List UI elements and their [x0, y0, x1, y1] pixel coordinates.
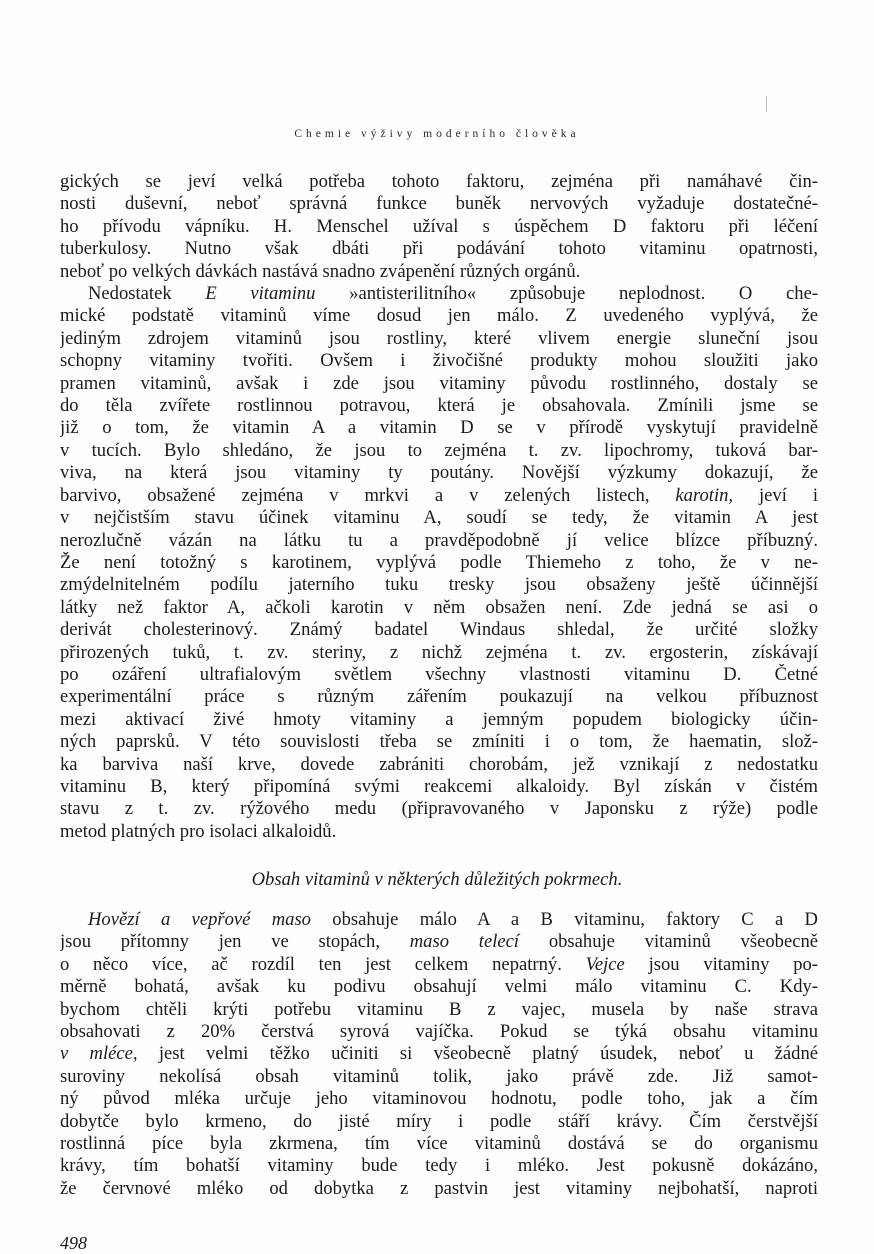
body-text-upper [60, 171, 818, 843]
text-line: krávy, tím bohatší vitaminy bude tedy i mléko. Jest pokusně dokázáno, [60, 1155, 818, 1177]
emphasis-e-vitamin: E vitaminu [205, 283, 316, 305]
text-line [60, 909, 818, 931]
text-line: v tucích. Bylo shledáno, že jsou to zejména t. zv. lipochromy, tuková bar- [60, 439, 818, 461]
text-line: Že není totožný s karotinem, vyplývá podle Thiemeho z toho, že v ne- [60, 551, 818, 573]
text-span: jsou vitaminy po- [624, 953, 818, 975]
text-span: »antisterilitního« způsobuje neplodnost. O che- [315, 283, 818, 305]
body-text-lower [60, 909, 818, 1200]
text-line: ho přívodu vápníku. H. Menschel užíval s úspěchem D faktoru při léčení [60, 215, 818, 237]
text-line: schopny vitaminy tvořiti. Ovšem i živočišné produkty mohou sloužiti jako [60, 350, 818, 372]
text-line: experimentální práce s různým zářením poukazují na velkou příbuznost [60, 686, 818, 708]
text-line: již o tom, že vitamin A a vitamin D se v přírodě vyskytují pravidelně [60, 417, 818, 439]
text-line: nerozlučně vázán na látku tu a pravděpodobně jí velice blízce příbuzný. [60, 529, 818, 551]
text-line: mezi aktivací živé hmoty vitaminy a jemným popudem biologicky účin- [60, 708, 818, 730]
text-line: mické podstatě vitaminů víme dosud jen málo. Z uvedeného vyplývá, že [60, 305, 818, 327]
text-line [60, 954, 818, 976]
text-span: obsahuje vitaminů všeobecně [519, 931, 818, 953]
text-line [60, 1043, 818, 1065]
text-line: dobytče bylo krmeno, do jisté míry i podle stáří krávy. Čím čerstvější [60, 1110, 818, 1132]
text-line: suroviny nekolísá obsah vitaminů tolik, jako právě zde. Již samot- [60, 1065, 818, 1087]
text-span: jeví i [733, 484, 818, 506]
text-line: viva, na která jsou vitaminy ty poutány. Novější výzkumy dokazují, že [60, 462, 818, 484]
text-line [60, 931, 818, 953]
emphasis-vejce: Vejce [585, 953, 625, 975]
page-number: 498 [60, 1233, 87, 1253]
text-line: měrně bohatá, avšak ku podivu obsahují velmi málo vitaminu C. Kdy- [60, 976, 818, 998]
emphasis-maso-teleci: maso telecí [409, 931, 520, 953]
text-span: Nedostatek [88, 283, 206, 305]
emphasis-karotin: karotin, [675, 484, 734, 506]
text-line: že červnové mléko od dobytka z pastvin jest vitaminy nejbohatší, naproti [60, 1177, 818, 1199]
text-line: do těla zvířete rostlinnou potravou, která je obsahovala. Zmínili jsme se [60, 395, 818, 417]
margin-mark [766, 96, 767, 112]
text-line: nosti duševní, neboť správná funkce buněk nervových vyžaduje dostatečné- [60, 193, 818, 215]
text-span: jest velmi těžko učiniti si všeobecně platný úsudek, neboť u žádné [137, 1043, 818, 1065]
text-line: metod platných pro isolaci alkaloidů. [60, 820, 337, 842]
text-line: rostlinná píce byla zkrmena, tím více vitaminů dostává se do organismu [60, 1133, 818, 1155]
section-heading: Obsah vitaminů v některých důležitých pokrmech. [251, 869, 623, 890]
text-line: stavu z t. zv. rýžového medu (připravovaného v Japonsku z rýže) podle [60, 798, 818, 820]
text-line: gických se jeví velká potřeba tohoto faktoru, zejména při namáhavé čin- [60, 171, 818, 192]
text-line: derivát cholesterinový. Známý badatel Windaus shledal, že určité složky [60, 619, 818, 641]
text-span: o něco více, ač rozdíl ten jest celkem nepatrný. [60, 953, 586, 975]
text-line: ka barviva naší krve, dovede zabrániti chorobám, jež vznikají z nedostatku [60, 753, 818, 775]
text-line: bychom chtěli krýti potřebu vitaminu B z vajec, musela by naše strava [60, 998, 818, 1020]
emphasis-v-mlece: v mléce, [60, 1043, 138, 1065]
text-span: obsahuje málo A a B vitaminu, faktory C a D [310, 909, 818, 930]
text-line: ných paprsků. V této souvislosti třeba se zmíniti i o tom, že haematin, slož- [60, 731, 818, 753]
emphasis-maso: Hovězí a vepřové maso [88, 909, 311, 930]
text-line [60, 485, 818, 507]
text-span: jsou přítomny jen ve stopách, [60, 931, 410, 953]
text-line [60, 283, 818, 305]
text-line: přirozených tuků, t. zv. steriny, z nichž zejména t. zv. ergosterin, získávají [60, 641, 818, 663]
text-line: po ozáření ultrafialovým světlem všechny vlastnosti vitaminu D. Četné [60, 663, 818, 685]
text-line: ný původ mléka určuje jeho vitaminovou hodnotu, podle toho, jak a čím [60, 1088, 818, 1110]
text-line: pramen vitaminů, avšak i zde jsou vitaminy původu rostlinného, dostaly se [60, 372, 818, 394]
text-line: zmýdelnitelném podílu jaterního tuku tresky jsou obsaženy ještě účinnější [60, 574, 818, 596]
text-line: v nejčistším stavu účinek vitaminu A, soudí se tedy, že vitamin A jest [60, 507, 818, 529]
text-line: vitaminu B, který připomíná svými reakcemi alkaloidy. Byl získán v čistém [60, 775, 818, 797]
text-span: barvivo, obsažené zejména v mrkvi a v zelených listech, [60, 484, 676, 506]
text-line: neboť po velkých dávkách nastává snadno zvápenění různých orgánů. [60, 260, 581, 282]
text-line: obsahovati z 20% čerstvá syrová vajíčka. Pokud se týká obsahu vitaminu [60, 1021, 818, 1043]
running-head: Chemie výživy moderního člověka [294, 128, 580, 140]
text-line: látky než faktor A, ačkoli karotin v něm obsažen není. Zde jedná se asi o [60, 596, 818, 618]
text-line: tuberkulosy. Nutno však dbáti při podávání tohoto vitaminu opatrnosti, [60, 238, 818, 260]
text-line: jediným zdrojem vitaminů jsou rostliny, které vlivem energie sluneční jsou [60, 327, 818, 349]
